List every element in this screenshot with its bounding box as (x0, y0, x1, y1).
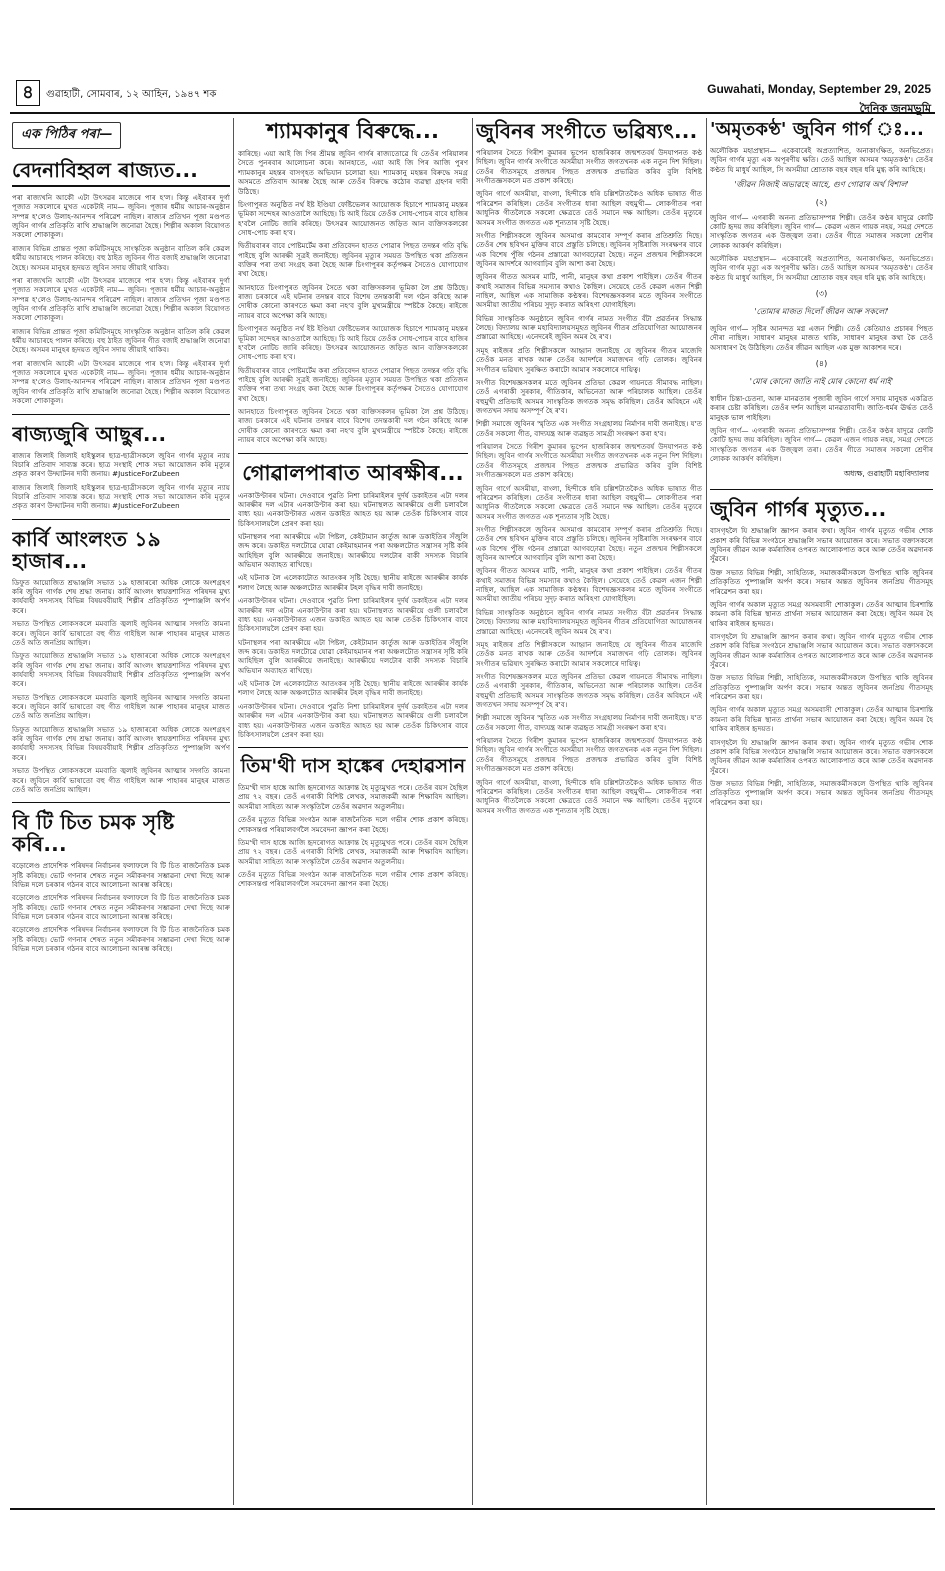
article-paragraph: পৰিয়ালৰ সৈতে গিৰীশ কুমাৰৰ ভূপেন হাজৰিকাৰ জন্মশতবৰ্ষ উদযাপনত কণ্ঠ দিছিল। জুবিন গাৰ্গৰ সংগীতে অসমীয়া সংগীত জগতখনক এক নতুন দিশ দিছিল। তেওঁৰ গীতসমূহে প্ৰজন্মৰ পিছত প্ৰজন্মক প্ৰভাৱিত কৰিব বুলি বিশিষ্ট সংগীতজ্ঞসকলে মত প্ৰকাশ কৰিছে। (476, 148, 702, 186)
article-paragraph: এনকাউণ্টাৰৰ ঘটনা। দেওবাৰে পুৱতি নিশা চাৰিমাইলৰ দুৰ্দৰ্ষ ডকাইতৰ এটা দলৰ আৰক্ষীৰ দল এটাৰ এনকাউণ্টাৰ কৰা হয়। ঘটনাস্থলত আৰক্ষীয়ে গুলী চলাবলৈ বাধ্য হয়। এনকাউণ্টাৰত এজন ডকাইত আহত হয় আৰু তেওঁক চিকিৎসাৰ বাবে চিকিৎসালয়লৈ প্ৰেৰণ কৰা হয়। (238, 596, 468, 634)
article-paragraph: জুবিন গাৰ্গে অসমীয়া, বাংলা, হিন্দীকে ধৰি চল্লিশটাতকৈও অধিক ভাষাত গীত পৰিৱেশন কৰিছিল। তেওঁৰ সংগীতৰ ধাৰা আছিল বহুমুখী— লোকগীতৰ পৰা আধুনিক গীতলৈকে সকলো ক্ষেত্ৰতে তেওঁ সমানে দক্ষ আছিল। তেওঁৰ মৃত্যুৰে অসমৰ সংগীত জগতত এক শূন্যতাৰ সৃষ্টি হৈছে। (476, 777, 702, 815)
article-paragraph: পৰিয়ালৰ সৈতে গিৰীশ কুমাৰৰ ভূপেন হাজৰিকাৰ জন্মশতবৰ্ষ উদযাপনত কণ্ঠ দিছিল। জুবিন গাৰ্গৰ সংগীতে অসমীয়া সংগীত জগতখনক এক নতুন দিশ দিছিল। তেওঁৰ গীতসমূহে প্ৰজন্মৰ পিছত প্ৰজন্মক প্ৰভাৱিত কৰিব বুলি বিশিষ্ট সংগীতজ্ঞসকলে মত প্ৰকাশ কৰিছে। (476, 442, 702, 480)
article-paragraph: সভাত উপস্থিত লোকসকলে মমবাতি জ্বলাই জুবিনৰ আত্মাৰ সদ্গতি কামনা কৰে। জুবিনে কাৰ্বি ভাষাতো বহু গীত গাইছিল আৰু পাহাৰৰ মানুহৰ মাজত তেওঁ অতি জনপ্ৰিয় আছিল। (12, 692, 230, 721)
newspaper-name: দৈনিক জনমভূমি (859, 102, 931, 115)
article-paragraph: জুবিন গাৰ্গে অসমীয়া, বাংলা, হিন্দীকে ধৰি চল্লিশটাতকৈও অধিক ভাষাত গীত পৰিৱেশন কৰিছিল। তেওঁৰ সংগীতৰ ধাৰা আছিল বহুমুখী— লোকগীতৰ পৰা আধুনিক গীতলৈকে সকলো ক্ষেত্ৰতে তেওঁ সমানে দক্ষ আছিল। তেওঁৰ মৃত্যুৰে অসমৰ সংগীত জগতত এক শূন্যতাৰ সৃষ্টি হৈছে। (476, 483, 702, 521)
article-paragraph: ৰাজ্যৰ বিভিন্ন প্ৰান্তত পূজা কমিটিসমূহে সাংস্কৃতিক অনুষ্ঠান বাতিল কৰি কেৱল ধৰ্মীয় আচাৰহে পালন কৰিছে। বহু ঠাইত জুবিনৰ গীত বজাই শ্ৰদ্ধাঞ্জলি জনোৱা হৈছে। অসমৰ মানুহৰ হৃদয়ত জুবিন সদায় জীয়াই থাকিব। (12, 326, 230, 355)
section-number: (২) (815, 197, 828, 207)
article-paragraph: বিভিন্ন সাংস্কৃতিক অনুষ্ঠানে জুবিন গাৰ্গৰ নামত সংগীত বঁটা প্ৰৱৰ্তনৰ সিদ্ধান্ত লৈছে। বিদ্যালয় আৰু মহাবিদ্যালয়সমূহত জুবিনৰ গীতৰ প্ৰতিযোগিতা আয়োজনৰ প্ৰস্তাৱো আহিছে। এনেদৰেই জুবিন অমৰ হৈ ৰ'ব। (476, 313, 702, 342)
article-paragraph: ডিফুত আয়োজিত শ্ৰদ্ধাঞ্জলি সভাত ১৯ হাজাৰৰো অধিক লোকে অংশগ্ৰহণ কৰি জুবিন গাৰ্গক শেষ শ্ৰদ্ধা জনায়। কাৰ্বি আংলং স্বায়ত্তশাসিত পৰিষদৰ মুখ্য কাৰ্যবাহী সদস্যসহ বিভিন্ন বিষয়ববীয়াই শিল্পীৰ প্ৰতিকৃতিত পুষ্পাঞ্জলি অৰ্পণ কৰে। (12, 577, 230, 615)
article-paragraph: সংগীত বিশেষজ্ঞসকলৰ মতে জুবিনৰ প্ৰতিভা কেৱল গায়নতে সীমাবদ্ধ নাছিল। তেওঁ এগৰাকী সুৰকাৰ, গীতিকাৰ, অভিনেতা আৰু পৰিচালক আছিল। তেওঁৰ বহুমুখী প্ৰতিভাই অসমৰ সাংস্কৃতিক জগতক সমৃদ্ধ কৰিছিল। তেওঁৰ অবিহনে এই জগতখন সদায় অসম্পূৰ্ণ হৈ ৰ'ব। (476, 671, 702, 710)
article-paragraph: পৰা ৰাজ্যখনি আকৌ এটা উৎসৱৰ মাজেৰে পাৰ হ'ল। কিন্তু এইবাৰৰ দুৰ্গা পূজাত সকলোৰে মুখত একেটাই নাম— জুবিন। পূজাৰ ধৰ্মীয় আচাৰ-অনুষ্ঠান সম্পন্ন হ'লেও উলাহ-আনন্দৰ পৰিৱেশ নাছিল। ৰাজ্যৰ প্ৰতিখন পূজা মণ্ডপত জুবিন গাৰ্গৰ প্ৰতিকৃতি ৰাখি শ্ৰদ্ধাঞ্জলি জনোৱা হৈছে। শিল্পীৰ অকাল বিয়োগত সকলো শোকাকুল। (12, 275, 230, 323)
article-paragraph: আনহাতে চিংগাপুৰত জুবিনৰ সৈতে থকা ব্যক্তিসকলৰ ভূমিকা লৈ প্ৰশ্ন উঠিছে। ৰাজ্য চৰকাৰে এই ঘটনাৰ তদন্তৰ বাবে বিশেষ তদন্তকাৰী দল গঠন কৰিছে আৰু দোষীক কোনো কাৰণতে ক্ষমা কৰা নহ'ব বুলি মুখ্যমন্ত্ৰীয়ে স্পষ্টকৈ কৈছে। ৰাইজে ন্যায়ৰ বাবে অপেক্ষা কৰি আছে। (238, 407, 468, 445)
article-paragraph: স্বাধীন চিন্তা-চেতনা, আৰু মানৱতাৰ পূজাৰী জুবিন গাৰ্গে সদায় মানুহক একত্ৰিত কৰাৰ চেষ্টা কৰিছিল। তেওঁৰ দৰ্শন আছিল মানৱতাবাদী। জাতি-ধৰ্মৰ ঊৰ্দ্ধত তেওঁ মানুহক ভাল পাইছিল। (710, 393, 933, 422)
article-paragraph: বড়োলেণ্ড প্ৰাদেশিক পৰিষদৰ নিৰ্বাচনৰ ফলাফলে বি টি চিত ৰাজনৈতিক চমক সৃষ্টি কৰিছে। ভোট গণনাৰ শেষত নতুন সমীকৰণৰ সম্ভাৱনা দেখা দিছে আৰু বিভিন্ন দলে চৰকাৰ গঠনৰ বাবে আলোচনা আৰম্ভ কৰিছে। (12, 925, 230, 954)
article-paragraph: সমূহ ৰাইজৰ প্ৰতি শিল্পীসকলে আহ্বান জনাইছে যে জুবিনৰ গীতৰ মাজেদি তেওঁক মনত ৰাখক আৰু তেওঁৰ আদৰ্শৰে সমাজখন গঢ়ি তোলক। জুবিনৰ সংগীতৰ ভৱিষ্যৎ সুৰক্ষিত কৰাটো আমাৰ সকলোৰে দায়িত্ব। (476, 639, 702, 668)
article-paragraph: উক্ত সভাত বিভিন্ন শিল্পী, সাহিত্যিক, সমাজকৰ্মীসকলে উপস্থিত থাকি জুবিনৰ প্ৰতিকৃতিত পুষ্পাঞ্জলি অৰ্পণ কৰে। সভাৰ অন্তত জুবিনৰ জনপ্ৰিয় গীতসমূহ পৰিৱেশন কৰা হয়। (710, 673, 933, 702)
article-paragraph: বড়োলেণ্ড প্ৰাদেশিক পৰিষদৰ নিৰ্বাচনৰ ফলাফলে বি টি চিত ৰাজনৈতিক চমক সৃষ্টি কৰিছে। ভোট গণনাৰ শেষত নতুন সমীকৰণৰ সম্ভাৱনা দেখা দিছে আৰু বিভিন্ন দলে চৰকাৰ গঠনৰ বাবে আলোচনা আৰম্ভ কৰিছে। (12, 861, 230, 889)
article-paragraph: জুবিন গাৰ্গে অসমীয়া, বাংলা, হিন্দীকে ধৰি চল্লিশটাতকৈও অধিক ভাষাত গীত পৰিৱেশন কৰিছিল। তেওঁৰ সংগীতৰ ধাৰা আছিল বহুমুখী— লোকগীতৰ পৰা আধুনিক গীতলৈকে সকলো ক্ষেত্ৰতে তেওঁ সমানে দক্ষ আছিল। তেওঁৰ মৃত্যুৰে অসমৰ সংগীত জগতত এক শূন্যতাৰ সৃষ্টি হৈছে। (476, 189, 702, 227)
article-paragraph: ৰাজ্যৰ জিলাই জিলাই হাইস্কুলৰ ছাত্ৰ-ছাত্ৰীসকলে জুবিন গাৰ্গৰ মৃত্যুৰ ন্যায় বিচাৰি প্ৰতিবাদ সাব্যস্ত কৰে। ছাত্ৰ সংস্থাই শোক সভা আয়োজন কৰি মৃত্যুৰ প্ৰকৃত কাৰণ উদ্ঘাটনৰ দাবী জনায়। #JusticeForZubeen (12, 450, 230, 479)
headline-amritkantha: 'অমৃতকণ্ঠ' জুবিন গাৰ্গ ঃ... (710, 119, 925, 140)
headline-zubeen-music-future: জুবিনৰ সংগীতে ভৱিষ্যৎ... (476, 119, 698, 143)
article-paragraph: জুবিন গাৰ্গ— সৃষ্টিৰ আনন্দত মগ্ন এজন শিল্পী। তেওঁ কেতিয়াও প্ৰচাৰৰ পিছত দৌৰা নাছিল। সাধাৰণ মানুহৰ মাজত থাকি, সাধাৰণ মানুহৰ কথা কৈ তেওঁ অসাধাৰণ হৈ উঠিছিল। তেওঁৰ জীৱন আছিল এক মুক্ত আকাশৰ দৰে। (710, 323, 933, 352)
article-paragraph: আনহাতে চিংগাপুৰত জুবিনৰ সৈতে থকা ব্যক্তিসকলৰ ভূমিকা লৈ প্ৰশ্ন উঠিছে। ৰাজ্য চৰকাৰে এই ঘটনাৰ তদন্তৰ বাবে বিশেষ তদন্তকাৰী দল গঠন কৰিছে আৰু দোষীক কোনো কাৰণতে ক্ষমা কৰা নহ'ব বুলি মুখ্যমন্ত্ৰীয়ে স্পষ্টকৈ কৈছে। ৰাইজে ন্যায়ৰ বাবে অপেক্ষা কৰি আছে। (238, 282, 468, 320)
header-date-assamese: গুৱাহাটী, সোমবাৰ, ১২ আহিন, ১৯৪৭ শক (46, 89, 217, 100)
article-paragraph: এই ঘটনাক লৈ এলেকাটোত আতংকৰ সৃষ্টি হৈছে। স্থানীয় ৰাইজে আৰক্ষীৰ কাৰ্যক শলাগ লৈছে আৰু অঞ্চলটোত আৰক্ষীৰ টহল বৃদ্ধিৰ দাবী জনাইছে। (238, 573, 468, 592)
page-header (10, 82, 935, 115)
article-paragraph: অলৌকিক মহাপ্ৰস্থান— একেবাৰেই অপ্ৰত্যাশিত, অনাকাংক্ষিত, অনভিপ্ৰেত। জুবিন গাৰ্গৰ মৃত্যু এক অপূৰণীয় ক্ষতি। তেওঁ আছিল অসমৰ 'অমৃতকণ্ঠ'। তেওঁৰ কণ্ঠত যি মাধুৰ্য আছিল, সি অসমীয়া শ্ৰোতাক বছৰ বছৰ ধৰি মুগ্ধ কৰি আহিছে। (710, 145, 933, 174)
article-paragraph: এই ঘটনাক লৈ এলেকাটোত আতংকৰ সৃষ্টি হৈছে। স্থানীয় ৰাইজে আৰক্ষীৰ কাৰ্যক শলাগ লৈছে আৰু অঞ্চলটোত আৰক্ষীৰ টহল বৃদ্ধিৰ দাবী জনাইছে। (238, 679, 468, 698)
article-paragraph: সংগীত বিশেষজ্ঞসকলৰ মতে জুবিনৰ প্ৰতিভা কেৱল গায়নতে সীমাবদ্ধ নাছিল। তেওঁ এগৰাকী সুৰকাৰ, গীতিকাৰ, অভিনেতা আৰু পৰিচালক আছিল। তেওঁৰ বহুমুখী প্ৰতিভাই অসমৰ সাংস্কৃতিক জগতক সমৃদ্ধ কৰিছিল। তেওঁৰ অবিহনে এই জগতখন সদায় অসম্পূৰ্ণ হৈ ৰ'ব। (476, 377, 702, 415)
article-paragraph: সংগীত শিল্পীসকলে জুবিনৰ অসমাপ্ত কামবোৰ সম্পূৰ্ণ কৰাৰ প্ৰতিশ্ৰুতি দিছে। তেওঁৰ শেষ ছবিখন মুক্তিৰ বাবে প্ৰস্তুতি চলিছে। জুবিনৰ সৃষ্টিৰাজি সংৰক্ষণৰ বাবে এক বিশেষ পুঁজি গঠনৰ প্ৰস্তাৱো আগবঢ়োৱা হৈছে। নতুন প্ৰজন্মৰ শিল্পীসকলে জুবিনৰ আদৰ্শৰে আগবাঢ়িব বুলি আশা কৰা হৈছে। (476, 230, 702, 268)
headline-karbi-anglong: কাৰ্বি আংলংত ১৯ হাজাৰ... (12, 519, 230, 572)
article-paragraph: কাৰিছে। এয়া আই জি পিৰ শ্ৰীমন্ত জুবিন গাৰ্গৰ ৰাজ্যতোৱে যি তেওঁৰ পৰিয়ালৰ সৈতে পুনৰবাৰ আলোচনা কৰে। আনহাতে, এয়া আই জি পিৰ আজি পুৰণ শ্যামকানুৰ মহন্তৰ বাসগৃহত অভিযান চলোৱা হয়। শ্যামকানু মহন্তৰ বিৰুদ্ধে সমগ্ৰ অসমতে প্ৰতিবাদ আৰম্ভ হৈছে আৰু তেওঁৰ বিৰুদ্ধে কঠোৰ ব্যৱস্থা গ্ৰহণৰ দাবী উঠিছে। (238, 149, 468, 196)
column-1 (12, 118, 230, 1505)
article-paragraph: বাসগৃহলৈ যি শ্ৰদ্ধাঞ্জলি জ্ঞাপন কৰাৰ কথা। জুবিন গাৰ্গৰ মৃত্যুত গভীৰ শোক প্ৰকাশ কৰি বিভিন্ন সংগঠনে শ্ৰদ্ধাঞ্জলি সভাৰ আয়োজন কৰে। সভাত বক্তাসকলে জুবিনৰ জীৱন আৰু কৰ্মৰাজিৰ ওপৰত আলোকপাত কৰে আৰু তেওঁৰ অৱদানক সুঁৱৰে। (710, 631, 933, 670)
article-paragraph: জুবিন গাৰ্গ— এগৰাকী অনন্য প্ৰতিভাসম্পন্ন শিল্পী। তেওঁৰ কণ্ঠৰ যাদুৱে কোটি কোটি হৃদয় জয় কৰিছিল। জুবিন গাৰ্গ— কেৱল এজন গায়ক নহয়, সমগ্ৰ দেশতে সাংস্কৃতিক জগতৰ এক উজ্জ্বল তৰা। তেওঁৰ গীতে সমাজৰ সকলো শ্ৰেণীৰ লোকক আকৰ্ষণ কৰিছিল। (710, 212, 933, 250)
header-date-english: Guwahati, Monday, September 29, 2025 (707, 82, 931, 96)
column-4 (710, 118, 933, 1505)
article-paragraph: সমূহ ৰাইজৰ প্ৰতি শিল্পীসকলে আহ্বান জনাইছে যে জুবিনৰ গীতৰ মাজেদি তেওঁক মনত ৰাখক আৰু তেওঁৰ আদৰ্শৰে সমাজখন গঢ়ি তোলক। জুবিনৰ সংগীতৰ ভৱিষ্যৎ সুৰক্ষিত কৰাটো আমাৰ সকলোৰে দায়িত্ব। (476, 345, 702, 374)
pull-quote: 'জীৱন নিজাই অভাৱহে আহে, গুণ গোৱাৰ অৰ্থ বিশাল' (734, 179, 909, 189)
article-paragraph: জুবিন গাৰ্গৰ অকাল মৃত্যুত সমগ্ৰ অসমবাসী শোকাকুল। তেওঁৰ আত্মাৰ চিৰশান্তি কামনা কৰি বিভিন্ন স্থানত প্ৰাৰ্থনা সভাৰ আয়োজন কৰা হৈছে। জুবিন অমৰ হৈ থাকিব ৰাইজৰ হৃদয়ত। (710, 599, 933, 628)
article-paragraph: তিম'থী দাস হাঙ্কে আজি হৃদৰোগত আক্ৰান্ত হৈ মৃত্যুমুখত পৰে। তেওঁৰ বয়স হৈছিল প্ৰায় ৭২ বছৰ। তেওঁ এগৰাকী বিশিষ্ট লেখক, সমাজকৰ্মী আৰু শিক্ষাবিদ আছিল। অসমীয়া সাহিত্য আৰু সংস্কৃতিলৈ তেওঁৰ অৱদান অতুলনীয়। (238, 783, 468, 811)
article-paragraph: উক্ত সভাত বিভিন্ন শিল্পী, সাহিত্যিক, সমাজকৰ্মীসকলে উপস্থিত থাকি জুবিনৰ প্ৰতিকৃতিত পুষ্পাঞ্জলি অৰ্পণ কৰে। সভাৰ অন্তত জুবিনৰ জনপ্ৰিয় গীতসমূহ পৰিৱেশন কৰা হয়। (710, 778, 933, 807)
article-paragraph: চিংগাপুৰত অনুষ্ঠিত নৰ্থ ইষ্ট ইণ্ডিয়া ফেষ্টিভেলৰ আয়োজক হিচাপে শ্যামকানু মহন্তৰ ভূমিকা সন্দেহৰ আওতালৈ আহিছে। চি আই ডিয়ে তেওঁক সোধ-পোচৰ বাবে হাজিৰ হ'বলৈ নোটিচ জাৰি কৰিছে। উৎসৱৰ আয়োজনত জড়িত আন ব্যক্তিসকলকো সোধ-পোচ কৰা হ'ব। (238, 199, 468, 237)
article-paragraph: পৰা ৰাজ্যখনি আকৌ এটা উৎসৱৰ মাজেৰে পাৰ হ'ল। কিন্তু এইবাৰৰ দুৰ্গা পূজাত সকলোৰে মুখত একেটাই নাম— জুবিন। পূজাৰ ধৰ্মীয় আচাৰ-অনুষ্ঠান সম্পন্ন হ'লেও উলাহ-আনন্দৰ পৰিৱেশ নাছিল। ৰাজ্যৰ প্ৰতিখন পূজা মণ্ডপত জুবিন গাৰ্গৰ প্ৰতিকৃতি ৰাখি শ্ৰদ্ধাঞ্জলি জনোৱা হৈছে। শিল্পীৰ অকাল বিয়োগত সকলো শোকাকুল। (12, 193, 230, 240)
article-paragraph: দ্বিতীয়বাৰৰ বাবে পোষ্টমৰ্টেম কৰা প্ৰতিবেদন হাতত পোৱাৰ পিছত তদন্তৰ গতি বৃদ্ধি পাইছে বুলি আৰক্ষী সূত্ৰই জনাইছে। জুবিনৰ মৃত্যুৰ সময়ত উপস্থিত থকা প্ৰতিজন ব্যক্তিৰ পৰা তথ্য সংগ্ৰহ কৰা হৈছে আৰু চিংগাপুৰৰ কৰ্তৃপক্ষৰ সৈতেও যোগাযোগ ৰখা হৈছে। (238, 241, 468, 279)
article-paragraph: শিল্পী সমাজে জুবিনৰ স্মৃতিত এক সংগীত সংগ্ৰহালয় নিৰ্মাণৰ দাবী জনাইছে। য'ত তেওঁৰ সকলো গীত, বাদ্যযন্ত্ৰ আৰু ব্যৱহৃত সামগ্ৰী সংৰক্ষণ কৰা হ'ব। (476, 713, 702, 732)
footer-divider (10, 1508, 935, 1510)
article-paragraph: তিম'থী দাস হাঙ্কে আজি হৃদৰোগত আক্ৰান্ত হৈ মৃত্যুমুখত পৰে। তেওঁৰ বয়স হৈছিল প্ৰায় ৭২ বছৰ। তেওঁ এগৰাকী বিশিষ্ট লেখক, সমাজকৰ্মী আৰু শিক্ষাবিদ আছিল। অসমীয়া সাহিত্য আৰু সংস্কৃতিলৈ তেওঁৰ অৱদান অতুলনীয়। (238, 837, 468, 866)
article-paragraph: জুবিন গাৰ্গ— এগৰাকী অনন্য প্ৰতিভাসম্পন্ন শিল্পী। তেওঁৰ কণ্ঠৰ যাদুৱে কোটি কোটি হৃদয় জয় কৰিছিল। জুবিন গাৰ্গ— কেৱল এজন গায়ক নহয়, সমগ্ৰ দেশতে সাংস্কৃতিক জগতৰ এক উজ্জ্বল তৰা। তেওঁৰ গীতে সমাজৰ সকলো শ্ৰেণীৰ লোকক আকৰ্ষণ কৰিছিল। (710, 425, 933, 464)
article-paragraph: শিল্পী সমাজে জুবিনৰ স্মৃতিত এক সংগীত সংগ্ৰহালয় নিৰ্মাণৰ দাবী জনাইছে। য'ত তেওঁৰ সকলো গীত, বাদ্যযন্ত্ৰ আৰু ব্যৱহৃত সামগ্ৰী সংৰক্ষণ কৰা হ'ব। (476, 419, 702, 438)
headline-zubeen-death: জুবিন গাৰ্গৰ মৃত্যুত... (710, 489, 933, 520)
page-number: ৪ (16, 80, 40, 106)
column-3 (476, 118, 702, 1505)
article-paragraph: সভাত উপস্থিত লোকসকলে মমবাতি জ্বলাই জুবিনৰ আত্মাৰ সদ্গতি কামনা কৰে। জুবিনে কাৰ্বি ভাষাতো বহু গীত গাইছিল আৰু পাহাৰৰ মানুহৰ মাজত তেওঁ অতি জনপ্ৰিয় আছিল। (12, 766, 230, 794)
column-divider (233, 118, 234, 1505)
header-divider (10, 112, 935, 114)
article-paragraph: জুবিনৰ গীতত অসমৰ মাটি, পানী, মানুহৰ কথা প্ৰকাশ পাইছিল। তেওঁৰ গীতৰ কথাই সমাজৰ বিভিন্ন সমস্যাৰ কথাও কৈছিল। সেয়েহে তেওঁ কেৱল এজন শিল্পী নাছিল, আছিল এক সামাজিক কণ্ঠস্বৰ। বিশেষজ্ঞসকলৰ মতে জুবিনৰ সংগীতে অসমীয়া জাতীয় পৰিচয় সুদৃঢ় কৰাত অৰিহণা যোগাইছিল। (476, 272, 702, 310)
column-2 (238, 118, 468, 1505)
article-paragraph: ডিফুত আয়োজিত শ্ৰদ্ধাঞ্জলি সভাত ১৯ হাজাৰৰো অধিক লোকে অংশগ্ৰহণ কৰি জুবিন গাৰ্গক শেষ শ্ৰদ্ধা জনায়। কাৰ্বি আংলং স্বায়ত্তশাসিত পৰিষদৰ মুখ্য কাৰ্যবাহী সদস্যসহ বিভিন্ন বিষয়ববীয়াই শিল্পীৰ প্ৰতিকৃতিত পুষ্পাঞ্জলি অৰ্পণ কৰে। (12, 724, 230, 762)
article-paragraph: চিংগাপুৰত অনুষ্ঠিত নৰ্থ ইষ্ট ইণ্ডিয়া ফেষ্টিভেলৰ আয়োজক হিচাপে শ্যামকানু মহন্তৰ ভূমিকা সন্দেহৰ আওতালৈ আহিছে। চি আই ডিয়ে তেওঁক সোধ-পোচৰ বাবে হাজিৰ হ'বলৈ নোটিচ জাৰি কৰিছে। উৎসৱৰ আয়োজনত জড়িত আন ব্যক্তিসকলকো সোধ-পোচ কৰা হ'ব। (238, 324, 468, 362)
article-paragraph: ৰাজ্যৰ জিলাই জিলাই হাইস্কুলৰ ছাত্ৰ-ছাত্ৰীসকলে জুবিন গাৰ্গৰ মৃত্যুৰ ন্যায় বিচাৰি প্ৰতিবাদ সাব্যস্ত কৰে। ছাত্ৰ সংস্থাই শোক সভা আয়োজন কৰি মৃত্যুৰ প্ৰকৃত কাৰণ উদ্ঘাটনৰ দাবী জনায়। #JusticeForZubeen (12, 482, 230, 511)
article-paragraph: ঘটনাস্থলৰ পৰা আৰক্ষীয়ে এটা পিষ্টল, কেইটামান কাৰ্তুজ আৰু ডকাইতিৰ সঁজুলি জব্দ কৰে। ডকাইত দলটোৱে যোৱা কেইমাহমানৰ পৰা অঞ্চলটোত সন্ত্ৰাসৰ সৃষ্টি কৰি আহিছিল বুলি আৰক্ষীয়ে জনাইছে। আৰক্ষীয়ে দলটোৰ বাকী সদস্যক বিচাৰি অভিযান অব্যাহত ৰাখিছে। (238, 532, 468, 570)
article-paragraph: অলৌকিক মহাপ্ৰস্থান— একেবাৰেই অপ্ৰত্যাশিত, অনাকাংক্ষিত, অনভিপ্ৰেত। জুবিন গাৰ্গৰ মৃত্যু এক অপূৰণীয় ক্ষতি। তেওঁ আছিল অসমৰ 'অমৃতকণ্ঠ'। তেওঁৰ কণ্ঠত যি মাধুৰ্য আছিল, সি অসমীয়া শ্ৰোতাক বছৰ বছৰ ধৰি মুগ্ধ কৰি আহিছে। (710, 254, 933, 282)
article-paragraph: এনকাউণ্টাৰৰ ঘটনা। দেওবাৰে পুৱতি নিশা চাৰিমাইলৰ দুৰ্দৰ্ষ ডকাইতৰ এটা দলৰ আৰক্ষীৰ দল এটাৰ এনকাউণ্টাৰ কৰা হয়। ঘটনাস্থলত আৰক্ষীয়ে গুলী চলাবলৈ বাধ্য হয়। এনকাউণ্টাৰত এজন ডকাইত আহত হয় আৰু তেওঁক চিকিৎসাৰ বাবে চিকিৎসালয়লৈ প্ৰেৰণ কৰা হয়। (238, 701, 468, 739)
article-paragraph: পৰা ৰাজ্যখনি আকৌ এটা উৎসৱৰ মাজেৰে পাৰ হ'ল। কিন্তু এইবাৰৰ দুৰ্গা পূজাত সকলোৰে মুখত একেটাই নাম— জুবিন। পূজাৰ ধৰ্মীয় আচাৰ-অনুষ্ঠান সম্পন্ন হ'লেও উলাহ-আনন্দৰ পৰিৱেশ নাছিল। ৰাজ্যৰ প্ৰতিখন পূজা মণ্ডপত জুবিন গাৰ্গৰ প্ৰতিকৃতি ৰাখি শ্ৰদ্ধাঞ্জলি জনোৱা হৈছে। শিল্পীৰ অকাল বিয়োগত সকলো শোকাকুল। (12, 358, 230, 406)
article-paragraph: তেওঁৰ মৃত্যুত বিভিন্ন সংগঠন আৰু ৰাজনৈতিক দলে গভীৰ শোক প্ৰকাশ কৰিছে। শোকসন্তপ্ত পৰিয়ালবৰ্গলৈ সমবেদনা জ্ঞাপন কৰা হৈছে। (238, 870, 468, 889)
article-paragraph: ৰাজ্যৰ বিভিন্ন প্ৰান্তত পূজা কমিটিসমূহে সাংস্কৃতিক অনুষ্ঠান বাতিল কৰি কেৱল ধৰ্মীয় আচাৰহে পালন কৰিছে। বহু ঠাইত জুবিনৰ গীত বজাই শ্ৰদ্ধাঞ্জলি জনোৱা হৈছে। অসমৰ মানুহৰ হৃদয়ত জুবিন সদায় জীয়াই থাকিব। (12, 243, 230, 272)
article-paragraph: সভাত উপস্থিত লোকসকলে মমবাতি জ্বলাই জুবিনৰ আত্মাৰ সদ্গতি কামনা কৰে। জুবিনে কাৰ্বি ভাষাতো বহু গীত গাইছিল আৰু পাহাৰৰ মানুহৰ মাজত তেওঁ অতি জনপ্ৰিয় আছিল। (12, 619, 230, 647)
section-number: (৩) (815, 289, 828, 299)
article-paragraph: দ্বিতীয়বাৰৰ বাবে পোষ্টমৰ্টেম কৰা প্ৰতিবেদন হাতত পোৱাৰ পিছত তদন্তৰ গতি বৃদ্ধি পাইছে বুলি আৰক্ষী সূত্ৰই জনাইছে। জুবিনৰ মৃত্যুৰ সময়ত উপস্থিত থকা প্ৰতিজন ব্যক্তিৰ পৰা তথ্য সংগ্ৰহ কৰা হৈছে আৰু চিংগাপুৰৰ কৰ্তৃপক্ষৰ সৈতেও যোগাযোগ ৰখা হৈছে। (238, 365, 468, 403)
headline-btc: বি টি চিত চমক সৃষ্টি কৰি... (12, 802, 230, 855)
article-paragraph: তেওঁৰ মৃত্যুত বিভিন্ন সংগঠন আৰু ৰাজনৈতিক দলে গভীৰ শোক প্ৰকাশ কৰিছে। শোকসন্তপ্ত পৰিয়ালবৰ্গলৈ সমবেদনা জ্ঞাপন কৰা হৈছে। (238, 815, 468, 834)
article-paragraph: বাসগৃহলৈ যি শ্ৰদ্ধাঞ্জলি জ্ঞাপন কৰাৰ কথা। জুবিন গাৰ্গৰ মৃত্যুত গভীৰ শোক প্ৰকাশ কৰি বিভিন্ন সংগঠনে শ্ৰদ্ধাঞ্জলি সভাৰ আয়োজন কৰে। সভাত বক্তাসকলে জুবিনৰ জীৱন আৰু কৰ্মৰাজিৰ ওপৰত আলোকপাত কৰে আৰু তেওঁৰ অৱদানক সুঁৱৰে। (710, 526, 933, 564)
headline-timothy-das: তিম'থী দাস হাঙ্কেৰ দেহাৱসান (238, 747, 468, 777)
article-paragraph: পৰিয়ালৰ সৈতে গিৰীশ কুমাৰৰ ভূপেন হাজৰিকাৰ জন্মশতবৰ্ষ উদযাপনত কণ্ঠ দিছিল। জুবিন গাৰ্গৰ সংগীতে অসমীয়া সংগীত জগতখনক এক নতুন দিশ দিছিল। তেওঁৰ গীতসমূহে প্ৰজন্মৰ পিছত প্ৰজন্মক প্ৰভাৱিত কৰিব বুলি বিশিষ্ট সংগীতজ্ঞসকলে মত প্ৰকাশ কৰিছে। (476, 736, 702, 774)
headline-rajyajuri: ৰাজ্যজুৰি আছুৰ... (12, 414, 230, 445)
column-divider (706, 118, 707, 1505)
article-paragraph: বড়োলেণ্ড প্ৰাদেশিক পৰিষদৰ নিৰ্বাচনৰ ফলাফলে বি টি চিত ৰাজনৈতিক চমক সৃষ্টি কৰিছে। ভোট গণনাৰ শেষত নতুন সমীকৰণৰ সম্ভাৱনা দেখা দিছে আৰু বিভিন্ন দলে চৰকাৰ গঠনৰ বাবে আলোচনা আৰম্ভ কৰিছে। (12, 893, 230, 922)
section-number: (৪) (815, 359, 828, 369)
article-paragraph: সংগীত শিল্পীসকলে জুবিনৰ অসমাপ্ত কামবোৰ সম্পূৰ্ণ কৰাৰ প্ৰতিশ্ৰুতি দিছে। তেওঁৰ শেষ ছবিখন মুক্তিৰ বাবে প্ৰস্তুতি চলিছে। জুবিনৰ সৃষ্টিৰাজি সংৰক্ষণৰ বাবে এক বিশেষ পুঁজি গঠনৰ প্ৰস্তাৱো আগবঢ়োৱা হৈছে। নতুন প্ৰজন্মৰ শিল্পীসকলে জুবিনৰ আদৰ্শৰে আগবাঢ়িব বুলি আশা কৰা হৈছে। (476, 524, 702, 563)
pull-quote: 'তোমাৰ মাজত দিলোঁ জীৱন আৰু সকলো' (754, 307, 889, 317)
article-paragraph: জুবিন গাৰ্গৰ অকাল মৃত্যুত সমগ্ৰ অসমবাসী শোকাকুল। তেওঁৰ আত্মাৰ চিৰশান্তি কামনা কৰি বিভিন্ন স্থানত প্ৰাৰ্থনা সভাৰ আয়োজন কৰা হৈছে। জুবিন অমৰ হৈ থাকিব ৰাইজৰ হৃদয়ত। (710, 705, 933, 734)
headline-shyamkanu: শ্যামকানুৰ বিৰুদ্ধে... (266, 119, 440, 143)
article-paragraph: ডিফুত আয়োজিত শ্ৰদ্ধাঞ্জলি সভাত ১৯ হাজাৰৰো অধিক লোকে অংশগ্ৰহণ কৰি জুবিন গাৰ্গক শেষ শ্ৰদ্ধা জনায়। কাৰ্বি আংলং স্বায়ত্তশাসিত পৰিষদৰ মুখ্য কাৰ্যবাহী সদস্যসহ বিভিন্ন বিষয়ববীয়াই শিল্পীৰ প্ৰতিকৃতিত পুষ্পাঞ্জলি অৰ্পণ কৰে। (12, 651, 230, 689)
article-paragraph: উক্ত সভাত বিভিন্ন শিল্পী, সাহিত্যিক, সমাজকৰ্মীসকলে উপস্থিত থাকি জুবিনৰ প্ৰতিকৃতিত পুষ্পাঞ্জলি অৰ্পণ কৰে। সভাৰ অন্তত জুবিনৰ জনপ্ৰিয় গীতসমূহ পৰিৱেশন কৰা হয়। (710, 567, 933, 596)
article-paragraph: এনকাউণ্টাৰৰ ঘটনা। দেওবাৰে পুৱতি নিশা চাৰিমাইলৰ দুৰ্দৰ্ষ ডকাইতৰ এটা দলৰ আৰক্ষীৰ দল এটাৰ এনকাউণ্টাৰ কৰা হয়। ঘটনাস্থলত আৰক্ষীয়ে গুলী চলাবলৈ বাধ্য হয়। এনকাউণ্টাৰত এজন ডকাইত আহত হয় আৰু তেওঁক চিকিৎসাৰ বাবে চিকিৎসালয়লৈ প্ৰেৰণ কৰা হয়। (238, 490, 468, 528)
headline-bedonabihbal: বেদনাবিহ্বল ৰাজ্যত... (12, 159, 230, 187)
column-divider (472, 118, 473, 1505)
article-paragraph: বাসগৃহলৈ যি শ্ৰদ্ধাঞ্জলি জ্ঞাপন কৰাৰ কথা। জুবিন গাৰ্গৰ মৃত্যুত গভীৰ শোক প্ৰকাশ কৰি বিভিন্ন সংগঠনে শ্ৰদ্ধাঞ্জলি সভাৰ আয়োজন কৰে। সভাত বক্তাসকলে জুবিনৰ জীৱন আৰু কৰ্মৰাজিৰ ওপৰত আলোকপাত কৰে আৰু তেওঁৰ অৱদানক সুঁৱৰে। (710, 737, 933, 775)
pull-quote: 'মোৰ কোনো জাতি নাই মোৰ কোনো ধৰ্ম নাই' (749, 377, 894, 387)
article-paragraph: জুবিনৰ গীতত অসমৰ মাটি, পানী, মানুহৰ কথা প্ৰকাশ পাইছিল। তেওঁৰ গীতৰ কথাই সমাজৰ বিভিন্ন সমস্যাৰ কথাও কৈছিল। সেয়েহে তেওঁ কেৱল এজন শিল্পী নাছিল, আছিল এক সামাজিক কণ্ঠস্বৰ। বিশেষজ্ঞসকলৰ মতে জুবিনৰ সংগীতে অসমীয়া জাতীয় পৰিচয় সুদৃঢ় কৰাত অৰিহণা যোগাইছিল। (476, 566, 702, 604)
headline-goalpara: গোৱালপাৰাত আৰক্ষীৰ... (238, 453, 468, 485)
article-paragraph: ঘটনাস্থলৰ পৰা আৰক্ষীয়ে এটা পিষ্টল, কেইটামান কাৰ্তুজ আৰু ডকাইতিৰ সঁজুলি জব্দ কৰে। ডকাইত দলটোৱে যোৱা কেইমাহমানৰ পৰা অঞ্চলটোত সন্ত্ৰাসৰ সৃষ্টি কৰি আহিছিল বুলি আৰক্ষীয়ে জনাইছে। আৰক্ষীয়ে দলটোৰ বাকী সদস্যক বিচাৰি অভিযান অব্যাহত ৰাখিছে। (238, 637, 468, 675)
continuation-tag: এক পিঠিৰ পৰা— (12, 122, 121, 149)
article-paragraph: বিভিন্ন সাংস্কৃতিক অনুষ্ঠানে জুবিন গাৰ্গৰ নামত সংগীত বঁটা প্ৰৱৰ্তনৰ সিদ্ধান্ত লৈছে। বিদ্যালয় আৰু মহাবিদ্যালয়সমূহত জুবিনৰ গীতৰ প্ৰতিযোগিতা আয়োজনৰ প্ৰস্তাৱো আহিছে। এনেদৰেই জুবিন অমৰ হৈ ৰ'ব। (476, 607, 702, 636)
author-byline: অধ্যক্ষ, গুৱাহাটী মহাবিদ্যালয় (843, 469, 929, 479)
